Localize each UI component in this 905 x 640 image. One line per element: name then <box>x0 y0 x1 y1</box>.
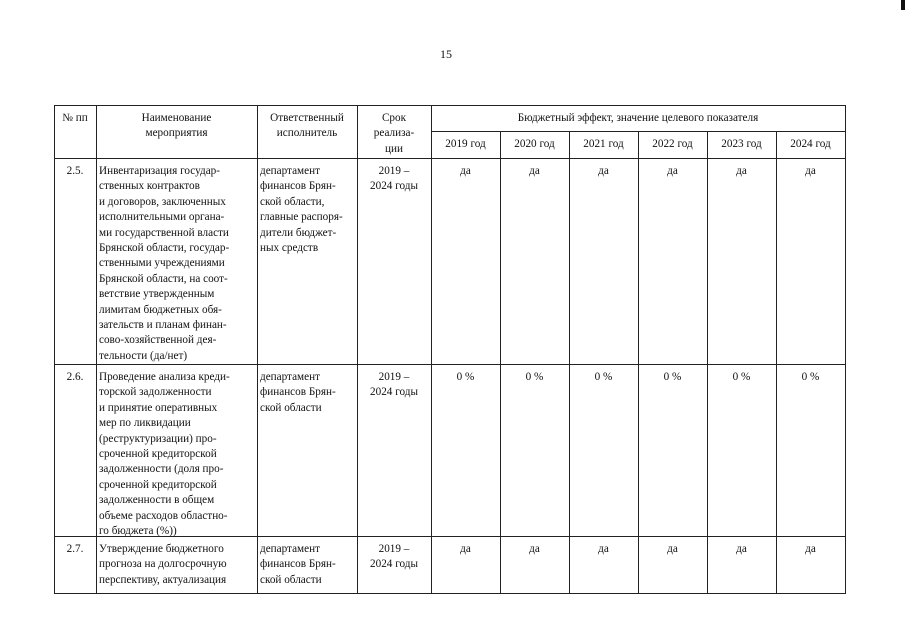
row-year-value-line: да <box>667 165 678 177</box>
row-term-line: 2024 годы <box>370 386 418 399</box>
row-measure-name-line: Проведение анализа креди- <box>99 371 230 383</box>
column-divider <box>707 131 708 594</box>
table-top-border <box>54 105 845 106</box>
row-measure-name-line: задолженности (доля про- <box>99 463 224 476</box>
row-year-value-line: 0 % <box>456 371 475 383</box>
header-responsible-line: Ответственный <box>270 112 344 124</box>
row-term-line: 2024 годы <box>370 558 418 571</box>
row-responsible-line: ской области, <box>260 195 325 208</box>
row-year-value <box>569 164 638 179</box>
row-year-value <box>569 370 638 385</box>
row-year-value <box>707 542 776 557</box>
row-term-line: 2019 – <box>378 165 410 177</box>
row-year-value-line: да <box>667 543 678 555</box>
row-measure-name-line: торской задолженности <box>99 386 212 399</box>
header-number <box>54 111 96 126</box>
row-measure-name-line: (реструктуризации) про- <box>99 432 217 445</box>
header-term-line: реализа- <box>373 127 415 140</box>
column-divider <box>96 105 97 594</box>
row-measure-name-line: сроченной кредиторской <box>99 478 217 491</box>
column-divider <box>257 105 258 594</box>
header-year <box>569 137 638 152</box>
row-responsible <box>260 164 356 256</box>
row-measure-name-line: и договоров, заключенных <box>99 195 226 208</box>
header-budget-effect-line: Бюджетный эффект, значение целевого показателя <box>517 112 759 124</box>
row-responsible-line: ской области <box>260 573 322 586</box>
row-measure-name-line: мер по ликвидации <box>99 417 191 430</box>
row-year-value-line: да <box>736 543 747 555</box>
row-year-value <box>500 542 569 557</box>
row-responsible-line: департамент <box>260 165 320 177</box>
header-name-line: мероприятия <box>145 127 208 140</box>
row-responsible-line: департамент <box>260 543 320 555</box>
row-measure-name-line: Утверждение бюджетного <box>99 543 224 555</box>
row-term-line: 2019 – <box>378 371 410 383</box>
row-measure-name-line: ственными учреждениями <box>99 257 225 270</box>
row-measure-name-line: объеме расходов областно- <box>99 509 228 522</box>
row-year-value <box>776 370 845 385</box>
row-year-value <box>776 164 845 179</box>
row-responsible <box>260 542 356 588</box>
row-number <box>54 164 96 179</box>
row-year-value-line: да <box>805 165 816 177</box>
column-divider <box>845 105 846 594</box>
row-year-value-line: 0 % <box>594 371 613 383</box>
header-number-line: № пп <box>62 112 88 124</box>
column-divider <box>500 131 501 594</box>
row-year-value-line: да <box>736 165 747 177</box>
row-number-line: 2.5. <box>66 165 84 177</box>
row-year-value <box>638 164 707 179</box>
row-year-value-line: да <box>460 543 471 555</box>
row-measure-name-line: зательств и планам финан- <box>99 319 227 332</box>
row-number <box>54 370 96 385</box>
row-responsible <box>260 370 356 416</box>
row-number-line: 2.6. <box>66 371 84 383</box>
row-year-value-line: да <box>598 543 609 555</box>
column-divider <box>638 131 639 594</box>
row-measure-name-line: лимитам бюджетных обя- <box>99 303 222 316</box>
row-measure-name-line: ственных контрактов <box>99 180 200 193</box>
row-year-value <box>707 370 776 385</box>
row-measure-name-line: сроченной кредиторской <box>99 448 217 461</box>
header-responsible <box>257 111 357 142</box>
row-term <box>357 164 431 195</box>
header-year-line: 2020 год <box>514 138 555 150</box>
row-year-value <box>707 164 776 179</box>
row-term <box>357 542 431 573</box>
header-budget-effect <box>431 111 845 126</box>
row-responsible-line: дители бюджет- <box>260 226 337 239</box>
header-year-line: 2023 год <box>721 138 762 150</box>
row-year-value-line: 0 % <box>525 371 544 383</box>
row-year-value <box>500 164 569 179</box>
row-measure-name <box>99 164 256 364</box>
row-responsible-line: финансов Брян- <box>260 386 336 399</box>
row-responsible-line: ской области <box>260 401 322 414</box>
row-measure-name-line: прогноза на долгосрочную <box>99 558 227 571</box>
row-year-value-line: 0 % <box>732 371 751 383</box>
row-year-value-line: да <box>598 165 609 177</box>
row-year-value <box>431 370 500 385</box>
row-term-line: 2019 – <box>378 543 410 555</box>
header-responsible-line: исполнитель <box>276 127 338 140</box>
row-term <box>357 370 431 401</box>
header-name-line: Наименование <box>141 112 212 124</box>
header-year <box>638 137 707 152</box>
row-year-value-line: да <box>529 543 540 555</box>
row-term-line: 2024 годы <box>370 180 418 193</box>
row-number-line: 2.7. <box>66 543 84 555</box>
row-responsible-line: ных средств <box>260 242 319 255</box>
row-year-value <box>638 370 707 385</box>
row-measure-name-line: ми государственной власти <box>99 226 229 239</box>
row-year-value <box>776 542 845 557</box>
row-responsible-line: главные распоря- <box>260 211 343 224</box>
row-measure-name <box>99 542 256 588</box>
row-measure-name-line: Инвентаризация государ- <box>99 165 220 177</box>
row-year-value-line: 0 % <box>663 371 682 383</box>
header-bottom-rule <box>54 158 845 159</box>
header-year <box>431 137 500 152</box>
row-responsible-line: финансов Брян- <box>260 180 336 193</box>
scan-edge-mark <box>901 0 905 10</box>
header-term <box>357 111 431 157</box>
column-divider <box>569 131 570 594</box>
row-year-value-line: да <box>529 165 540 177</box>
header-year-line: 2022 год <box>652 138 693 150</box>
row-year-value <box>500 370 569 385</box>
row-measure-name-line: Брянской области, на соот- <box>99 272 228 285</box>
header-term-line: Срок <box>381 112 407 124</box>
header-term-line: ции <box>385 142 403 155</box>
row-number <box>54 542 96 557</box>
page-number: 15 <box>440 47 452 61</box>
header-name <box>96 111 257 142</box>
row-year-value-line: да <box>805 543 816 555</box>
table-bottom-border <box>54 593 845 594</box>
row-measure-name-line: ветствие утвержденным <box>99 288 215 301</box>
row-year-value-line: 0 % <box>801 371 820 383</box>
row-responsible-line: финансов Брян- <box>260 558 336 571</box>
row-measure-name-line: сово-хозяйственной дея- <box>99 334 217 347</box>
row-year-value <box>569 542 638 557</box>
header-year <box>500 137 569 152</box>
row-year-value <box>431 164 500 179</box>
column-divider <box>776 131 777 594</box>
row-measure-name-line: перспективу, актуализация <box>99 573 227 586</box>
row-measure-name-line: го бюджета (%)) <box>99 525 177 538</box>
row-year-value-line: да <box>460 165 471 177</box>
header-year-line: 2024 год <box>790 138 831 150</box>
row-responsible-line: департамент <box>260 371 320 383</box>
row-measure-name-line: и принятие оперативных <box>99 401 218 414</box>
header-year <box>707 137 776 152</box>
row-measure-name-line: тельности (да/нет) <box>99 349 188 362</box>
row-measure-name-line: Брянской области, государ- <box>99 242 230 255</box>
header-year-line: 2021 год <box>583 138 624 150</box>
header-year <box>776 137 845 152</box>
row-measure-name <box>99 370 256 539</box>
row-measure-name-line: задолженности в общем <box>99 494 215 507</box>
header-year-line: 2019 год <box>445 138 486 150</box>
row-year-value <box>638 542 707 557</box>
row-measure-name-line: исполнительными органа- <box>99 211 225 224</box>
row-year-value <box>431 542 500 557</box>
